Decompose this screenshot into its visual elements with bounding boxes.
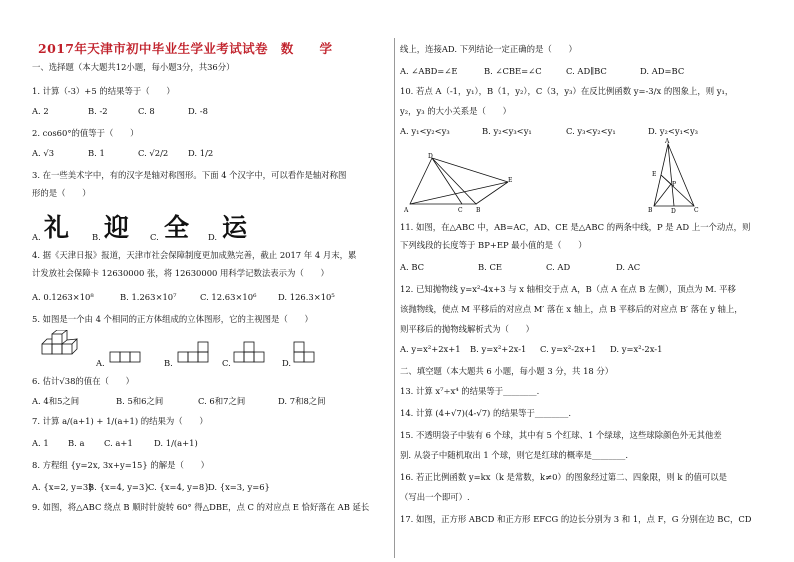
q11-option-a: A. BC [400,262,425,272]
q6-option-c: C. 6和7之间 [198,396,246,406]
fig2-label-b: B [648,207,653,214]
q5-label-c: C. [222,358,231,368]
q8-option-c: C. {x=4, y=8} [148,482,210,492]
question-17: 17. 如图，正方形 ABCD 和正方形 EFCG 的边长分别为 3 和 1，点 F，G 分别在边 BC，CD [400,514,752,524]
q9-option-a: A. ∠ABD=∠E [400,66,458,76]
question-12-line1: 12. 已知抛物线 y=x²-4x+3 与 x 轴相交于点 A，B（点 A 在点 B 左侧），顶点为 M. 平移 [400,284,736,294]
question-3-line2: 形的是（ ） [32,188,91,198]
q5-label-d: D. [282,358,292,368]
fig2-label-a: A [665,138,670,145]
q3-label-d: D. [208,232,218,242]
q3-char-c: 全 [164,213,190,242]
q10-option-b: B. y₂<y₃<y₁ [482,126,532,136]
fig2-label-p: P [672,181,677,188]
q11-option-b: B. CE [478,262,503,272]
fig1-label-c: C [458,207,463,214]
q5-view-c [232,340,272,364]
question-7: 7. 计算 a/(a+1) + 1/(a+1) 的结果为（ ） [32,416,208,426]
fig1-label-b: B [476,207,481,214]
section1-heading: 一、选择题（本大题共12小题，每小题3分，共36分） [32,62,235,72]
q12-option-c: C. y=x²-2x+1 [540,344,597,354]
q8-option-b: B. {x=4, y=3} [88,482,150,492]
q11-option-d: D. AC [616,262,641,272]
q11-triangle-figure [648,136,708,214]
q10-option-c: C. y₃<y₂<y₁ [566,126,616,136]
section2-heading: 二、填空题（本大题共 6 小题，每小题 3 分，共 18 分） [400,366,614,376]
question-12-line2: 该抛物线，使点 M 平移后的对应点 M′ 落在 x 轴上，点 B 平移后的对应点 B′ 落在 y 轴上， [400,304,743,314]
q12-option-d: D. y=x²-2x-1 [610,344,663,354]
question-4-line2: 计发放社会保障卡 12630000 张，将 12630000 用科学记数法表示为（ ） [32,268,329,278]
q2-option-a: A. √3 [32,148,55,158]
question-9-cont: 线上，连接AD. 下列结论一定正确的是（ ） [400,44,577,54]
fig2-label-d: D [671,208,676,214]
question-16-line2: （写出一个即可）. [400,492,470,502]
q6-option-d: D. 7和8之间 [278,396,326,406]
q4-option-a: A. 0.1263×10⁸ [32,292,94,302]
q6-option-a: A. 4和5之间 [32,396,80,406]
question-16-line1: 16. 若正比例函数 y=kx（k 是常数，k≠0）的图象经过第二、四象限，则 k 的值可以是 [400,472,727,482]
q7-option-c: C. a+1 [104,438,133,448]
q2-option-b: B. 1 [88,148,105,158]
question-10-line2: y₂，y₃ 的大小关系是（ ） [400,106,511,116]
q3-char-b: 迎 [104,213,130,242]
question-1: 1. 计算（-3）+5 的结果等于（ ） [32,86,175,96]
question-4-line1: 4. 据《天津日报》报道，天津市社会保障制度更加成熟完善，截止 2017 年 4 月末，累 [32,250,357,260]
q3-char-a: 礼 [44,213,70,242]
q10-option-d: D. y₂<y₁<y₃ [648,126,699,136]
q10-option-a: A. y₁<y₂<y₃ [400,126,450,136]
q6-option-b: B. 5和6之间 [116,396,164,406]
q1-option-c: C. 8 [138,106,155,116]
q12-option-b: B. y=x²+2x-1 [470,344,527,354]
question-15-line1: 15. 不透明袋子中装有 6 个球，其中有 5 个红球、1 个绿球，这些球除颜色外无其他差 [400,430,722,440]
q2-option-d: D. 1/2 [188,148,214,158]
q3-label-b: B. [92,232,101,242]
q11-option-c: C. AD [546,262,571,272]
q12-option-a: A. y=x²+2x+1 [400,344,461,354]
q5-view-a [108,350,152,364]
q7-option-b: B. a [68,438,85,448]
q2-option-c: C. √2/2 [138,148,169,158]
question-10-line1: 10. 若点 A（-1，y₁），B（1，y₂），C（3，y₃）在反比例函数 y=-3/x 的图象上，则 y₁， [400,86,734,96]
q4-option-d: D. 126.3×10⁵ [278,292,335,302]
question-15-line2: 别. 从袋子中随机取出 1 个球，则它是红球的概率是________. [400,450,629,460]
q8-option-d: D. {x=3, y=6} [208,482,270,492]
question-13: 13. 计算 x⁷÷x⁴ 的结果等于________. [400,386,540,396]
q3-label-c: C. [150,232,159,242]
question-11-line2: 下列线段的长度等于 BP+EP 最小值的是（ ） [400,240,587,250]
q5-view-d [292,340,332,364]
q3-char-d: 运 [222,213,248,242]
fig2-label-c: C [694,207,699,214]
q9-triangle-figure [404,152,514,214]
q9-option-c: C. AD∥BC [566,66,607,76]
q1-option-b: B. -2 [88,106,108,116]
question-6: 6. 估计√38的值在（ ） [32,376,135,386]
q1-option-a: A. 2 [32,106,49,116]
q9-option-b: B. ∠CBE=∠C [484,66,542,76]
page-title: 2017年天津市初中毕业生学业考试试卷 数 学 [38,41,333,56]
q5-solid-figure [38,330,86,358]
q1-option-d: D. -8 [188,106,208,116]
question-12-line3: 则平移后的抛物线解析式为（ ） [400,324,534,334]
fig1-label-d: D [428,153,433,160]
q7-option-d: D. 1/(a+1) [154,438,198,448]
question-8: 8. 方程组 {y=2x, 3x+y=15} 的解是（ ） [32,460,209,470]
q4-option-c: C. 12.63×10⁶ [200,292,257,302]
column-divider [394,38,395,558]
question-14: 14. 计算 (4+√7)(4-√7) 的结果等于________. [400,408,571,418]
fig1-label-e: E [508,177,513,184]
q9-option-d: D. AD=BC [640,66,685,76]
question-9: 9. 如图，将△ABC 绕点 B 顺时针旋转 60° 得△DBE，点 C 的对应点 E 恰好落在 AB 延长 [32,502,370,512]
q5-view-b [176,340,216,364]
q5-label-b: B. [164,358,173,368]
question-11-line1: 11. 如图，在△ABC 中，AB=AC，AD、CE 是△ABC 的两条中线，P 是 AD 上一个动点，则 [400,222,751,232]
q7-option-a: A. 1 [32,438,49,448]
fig1-label-a: A [404,207,409,214]
q5-label-a: A. [96,358,105,368]
q3-label-a: A. [32,232,41,242]
question-2: 2. cos60°的值等于（ ） [32,128,139,138]
question-3-line1: 3. 在一些美术字中，有的汉字是轴对称图形。下面 4 个汉字中，可以看作是轴对称图 [32,170,347,180]
q8-option-a: A. {x=2, y=3} [32,482,94,492]
question-5: 5. 如图是一个由 4 个相同的正方体组成的立体图形，它的主视图是（ ） [32,314,313,324]
q4-option-b: B. 1.263×10⁷ [120,292,177,302]
fig2-label-e: E [652,171,657,178]
